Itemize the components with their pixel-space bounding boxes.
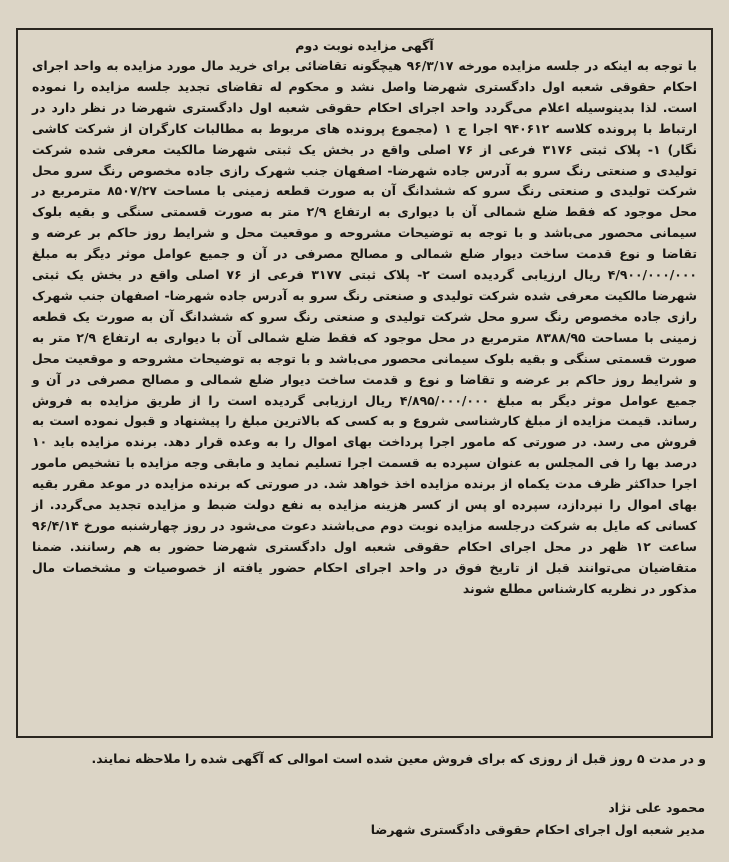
notice-frame [16, 28, 713, 738]
notice-title: آگهی مزایده نوبت دوم [295, 38, 434, 53]
signer-name: محمود علی نژاد [608, 800, 705, 815]
notice-body: با توجه به اینکه در جلسه مزایده مورخه ۹۶/۳/۱۷ هیچگونه تقاضائی برای خرید مال مورد مزایده به واحد اجرای احکام حقوقی شعبه اول دادگستری شهرضا واصل نشد و محکوم له تقاضای تجدید جلسه مزایده را نموده است. لذا بدینوسیله اعلام می‌گردد واحد اجرای احکام حقوقی شعبه اول دادگستری شهرضا در نظر دارد در ارتباط با پرونده کلاسه ۹۴۰۶۱۲ اجرا ج ۱ (مجموع پرونده های مربوط به مطالبات کارگران از شرکت کاشی نگار) ۱- پلاک ثبتی ۳۱۷۶ فرعی از ۷۶ اصلی واقع در بخش یک ثبتی شهرضا مالکیت معرفی شده شرکت تولیدی و صنعتی رنگ سرو به آدرس جاده شهرضا- اصفهان جنب شهرک رازی جاده مخصوص رنگ سرو محل شرکت تولیدی و صنعتی رنگ سرو که ششدانگ آن به صورت قطعه زمینی با مساحت ۸۵۰۷/۲۷ مترمربع در محل موجود که فقط ضلع شمالی آن با دیواری به ارتفاع ۲/۹ متر به صورت قسمتی سنگی و بقیه بلوک سیمانی محصور می‌باشد و با توجه به توضیحات مشروحه و موقعیت محل و شرایط روز حاکم بر عرضه و تقاضا و نوع قدمت ساخت دیوار ضلع شمالی و مصالح مصرفی در آن و جمیع عوامل موثر دیگر به مبلغ ۴/۹۰۰/۰۰۰/۰۰۰ ریال ارزیابی گردیده است ۲- پلاک ثبتی ۳۱۷۷ فرعی از ۷۶ اصلی واقع در بخش یک ثبتی شهرضا مالکیت معرفی شده شرکت تولیدی و صنعتی رنگ سرو به آدرس جاده شهرضا- اصفهان جنب شهرک رازی جاده مخصوص رنگ سرو محل شرکت تولیدی و صنعتی رنگ سرو که ششدانگ آن به صورت یک قطعه زمینی با مساحت ۸۳۸۸/۹۵ مترمربع در محل موجود که فقط ضلع شمالی آن با دیواری به ارتفاع ۲/۹ متر به صورت قسمتی سنگی و بقیه بلوک سیمانی محصور می‌باشد و با توجه به توضیحات مشروحه و موقعیت محل و شرایط روز حاکم بر عرضه و تقاضا و نوع و قدمت ساخت دیوار ضلع شمالی و مصالح مصرفی در آن و جمیع عوامل موثر دیگر به مبلغ ۴/۸۹۵/۰۰۰/۰۰۰ ریال ارزیابی گردیده است را از طریق مزایده به فروش رساند. قیمت مزایده از مبلغ کارشناسی شروع و به کسی که بالاترین مبلغ را پیشنهاد و قبول نموده است به فروش می رسد. در صورتی که مامور اجرا پرداخت بهای اموال را به وعده قرار دهد. برنده مزایده باید ۱۰ درصد بها را فی المجلس به عنوان سپرده به قسمت اجرا تسلیم نماید و مابقی وجه مزایده با تشخیص مامور اجرا حداکثر ظرف مدت یکماه از برنده مزایده اخذ خواهد شد. در صورتی که برنده مزایده در موعد مقرر بقیه بهای اموال را نپردازد، سپرده او پس از کسر هزینه مزایده به نفع دولت ضبط و مزایده تجدید می‌گردد. از کسانی که مایل به شرکت درجلسه مزایده نوبت دوم می‌باشند دعوت می‌شود در روز چهارشنبه مورخ ۹۶/۴/۱۴ ساعت ۱۲ ظهر در محل اجرای احکام حقوقی شعبه اول دادگستری شهرضا حضور به هم رسانند. ضمنا متقاضیان می‌توانند قبل از تاریخ فوق در واحد اجرای احکام حضور یافته از خصوصیات و مشخصات مال مذکور در نظریه کارشناس مطلع شوند [32, 58, 698, 596]
signer-title: مدیر شعبه اول اجرای احکام حقوقی دادگستری شهرضا [370, 822, 705, 837]
notice-closing: و در مدت ۵ روز قبل از روزی که برای فروش معین شده است اموالی که آگهی شده را ملاحظه نمایند. [91, 751, 706, 766]
signature-block [305, 797, 705, 841]
